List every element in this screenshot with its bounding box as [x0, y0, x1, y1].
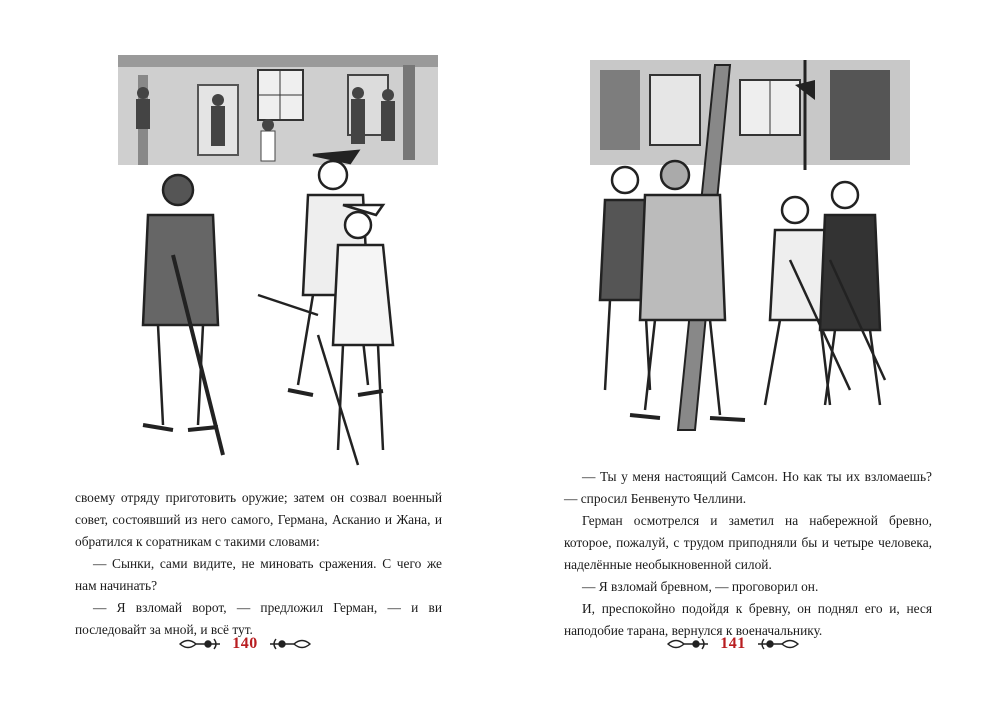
floral-ornament-icon — [268, 635, 312, 653]
illustration-right-drawing — [590, 60, 910, 440]
right-page-text — [564, 466, 932, 642]
floral-ornament-icon — [756, 635, 800, 653]
left-paragraph-3: — Я взломай ворот, — предложил Герман, — и ви последовайт за мной, и всё тут. — [75, 600, 442, 637]
page-number: 141 — [720, 635, 746, 652]
page-number: 140 — [232, 635, 258, 652]
right-paragraph-3: — Я взломай бревном, — проговорил он. — [582, 579, 819, 594]
left-paragraph-1: своему отряду приготовить оружие; затем он созвал военный совет, состоявший из него самого, Германа, Асканио и Жана, и обратился к соратникам с такими словами: — [75, 490, 442, 549]
floral-ornament-icon — [178, 635, 222, 653]
illustration-left-drawing — [118, 55, 438, 470]
left-folio — [145, 632, 345, 656]
illustration-left — [118, 55, 438, 470]
right-paragraph-4: И, преспокойно подойдя к бревну, он поднял его и, неся наподобие тарана, вернулся к военачальнику. — [564, 601, 932, 638]
right-paragraph-2: Герман осмотрелся и заметил на набережной бревно, которое, пожалуй, с трудом приподняли бы и четыре человека, наделённые необыкновенной силой. — [564, 513, 932, 572]
floral-ornament-icon — [666, 635, 710, 653]
left-page-text — [75, 487, 442, 641]
right-paragraph-1: — Ты у меня настоящий Самсон. Но как ты их взломаешь? — спросил Бенвенуто Челлини. — [564, 469, 932, 506]
left-paragraph-2: — Сынки, сами видите, не миновать сражения. С чего же нам начинать? — [75, 556, 442, 593]
right-folio — [633, 632, 833, 656]
right-page — [500, 0, 1000, 706]
illustration-right — [590, 60, 910, 440]
